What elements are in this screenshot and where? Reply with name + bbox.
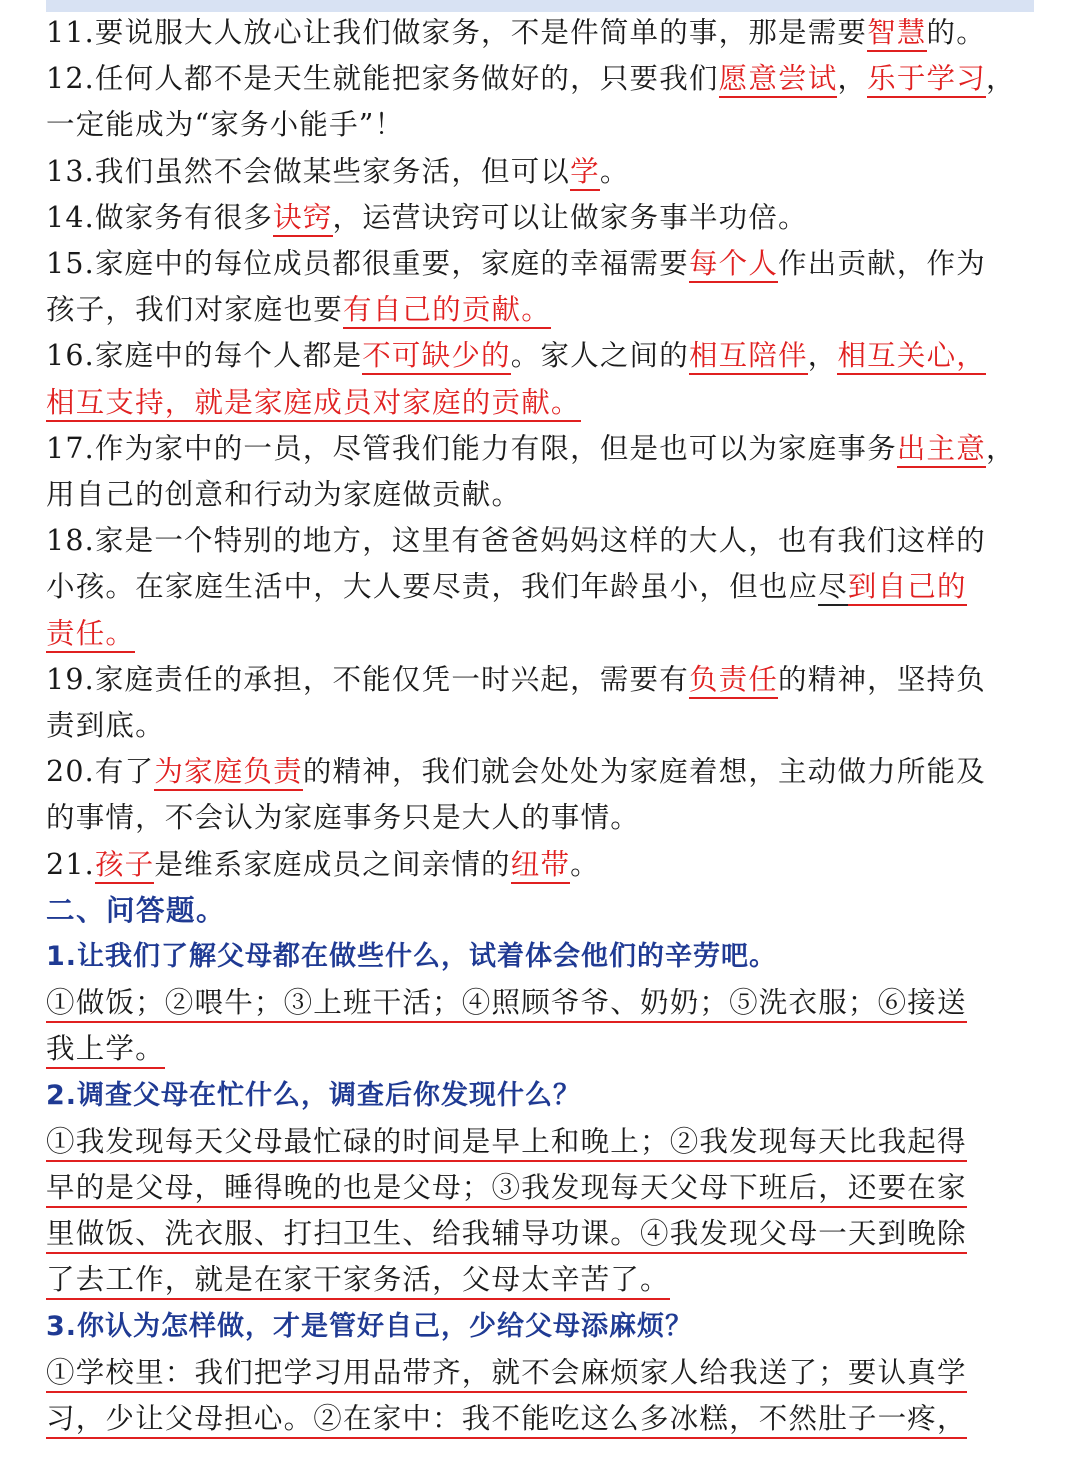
answer-3-line-2: 习，少让父母担心。②在家中：我不能吃这么多冰糕，不然肚子一疼， bbox=[46, 1396, 1036, 1442]
item-11: 11.要说服大人放心让我们做家务，不是件简单的事，那是需要智慧的。 bbox=[46, 10, 1036, 56]
item-17-cont: 用自己的创意和行动为家庭做贡献。 bbox=[46, 478, 522, 512]
item-18-cont2 bbox=[46, 611, 1036, 657]
item-21: 21.孩子是维系家庭成员之间亲情的纽带。 bbox=[46, 842, 1036, 888]
item-12-cont: 一定能成为“家务小能手”！ bbox=[46, 108, 405, 142]
item-12: 12.任何人都不是天生就能把家务做好的，只要我们愿意尝试，乐于学习， bbox=[46, 56, 1036, 102]
item-18-cont: 小孩。在家庭生活中，大人要尽责，我们年龄虽小，但也应尽到自己的 bbox=[46, 564, 1036, 610]
answer-blank: 纽带 bbox=[511, 848, 570, 884]
question-1: 1.让我们了解父母都在做些什么，试着体会他们的辛劳吧。 bbox=[46, 941, 778, 973]
answer-blank: 智慧 bbox=[867, 16, 926, 52]
answer-2-line-4: 了去工作，就是在家干家务活，父母太辛苦了。 bbox=[46, 1257, 1036, 1303]
answer-2-line-1: ①我发现每天父母最忙碌的时间是早上和晚上；②我发现每天比我起得 bbox=[46, 1119, 1036, 1165]
item-20: 20.有了为家庭负责的精神，我们就会处处为家庭着想，主动做力所能及 bbox=[46, 749, 1036, 795]
answer-blank: 相互关心， bbox=[837, 339, 986, 375]
answer-blank: 不可缺少的 bbox=[362, 339, 511, 375]
answer-blank: 学 bbox=[570, 155, 600, 191]
answer-blank: 责任。 bbox=[46, 617, 135, 653]
answer-blank: 相互支持，就是家庭成员对家庭的贡献。 bbox=[46, 386, 581, 422]
answer-blank: 为家庭负责 bbox=[154, 755, 303, 791]
answer-blank: 孩子 bbox=[95, 848, 154, 884]
item-20-cont: 的事情，不会认为家庭事务只是大人的事情。 bbox=[46, 801, 641, 835]
item-13: 13.我们虽然不会做某些家务活，但可以学。 bbox=[46, 149, 1036, 195]
item-16: 16.家庭中的每个人都是不可缺少的。家人之间的相互陪伴，相互关心， bbox=[46, 333, 1036, 379]
answer-blank: 出主意 bbox=[897, 432, 986, 468]
item-17: 17.作为家中的一员，尽管我们能力有限，但是也可以为家庭事务出主意， bbox=[46, 426, 1036, 472]
answer-2-line-3: 里做饭、洗衣服、打扫卫生、给我辅导功课。④我发现父母一天到晚除 bbox=[46, 1211, 1036, 1257]
answer-blank: 相互陪伴 bbox=[689, 339, 808, 375]
question-2: 2.调查父母在忙什么，调查后你发现什么？ bbox=[46, 1079, 582, 1111]
answer-blank: 每个人 bbox=[689, 247, 778, 283]
item-19-cont: 责到底。 bbox=[46, 709, 165, 743]
answer-blank: 愿意尝试 bbox=[719, 62, 838, 98]
answer-1-line-2: 我上学。 bbox=[46, 1026, 1036, 1072]
answer-2-line-2: 早的是父母，睡得晚的也是父母；③我发现每天父母下班后，还要在家 bbox=[46, 1165, 1036, 1211]
answer-blank: 诀窍 bbox=[273, 201, 332, 237]
item-16-cont bbox=[46, 380, 1036, 426]
answer-blank: 乐于学习 bbox=[867, 62, 986, 98]
answer-1-line-1: ①做饭；②喂牛；③上班干活；④照顾爷爷、奶奶；⑤洗衣服；⑥接送 bbox=[46, 980, 1036, 1026]
item-14: 14.做家务有很多诀窍，运营诀窍可以让做家务事半功倍。 bbox=[46, 195, 1036, 241]
item-19: 19.家庭责任的承担，不能仅凭一时兴起，需要有负责任的精神，坚持负 bbox=[46, 657, 1036, 703]
answer-3-line-1: ①学校里：我们把学习用品带齐，就不会麻烦家人给我送了；要认真学 bbox=[46, 1350, 1036, 1396]
answer-blank: 有自己的贡献。 bbox=[343, 293, 551, 329]
document-page bbox=[46, 10, 1036, 1442]
section-heading: 二、问答题。 bbox=[46, 893, 227, 927]
item-15-cont: 孩子，我们对家庭也要有自己的贡献。 bbox=[46, 287, 1036, 333]
question-3: 3.你认为怎样做，才是管好自己，少给父母添麻烦？ bbox=[46, 1310, 694, 1342]
item-18: 18.家是一个特别的地方，这里有爸爸妈妈这样的大人，也有我们这样的 bbox=[46, 524, 986, 558]
item-15: 15.家庭中的每位成员都很重要，家庭的幸福需要每个人作出贡献，作为 bbox=[46, 241, 1036, 287]
answer-blank: 到自己的 bbox=[848, 570, 967, 606]
answer-blank: 负责任 bbox=[689, 663, 778, 699]
